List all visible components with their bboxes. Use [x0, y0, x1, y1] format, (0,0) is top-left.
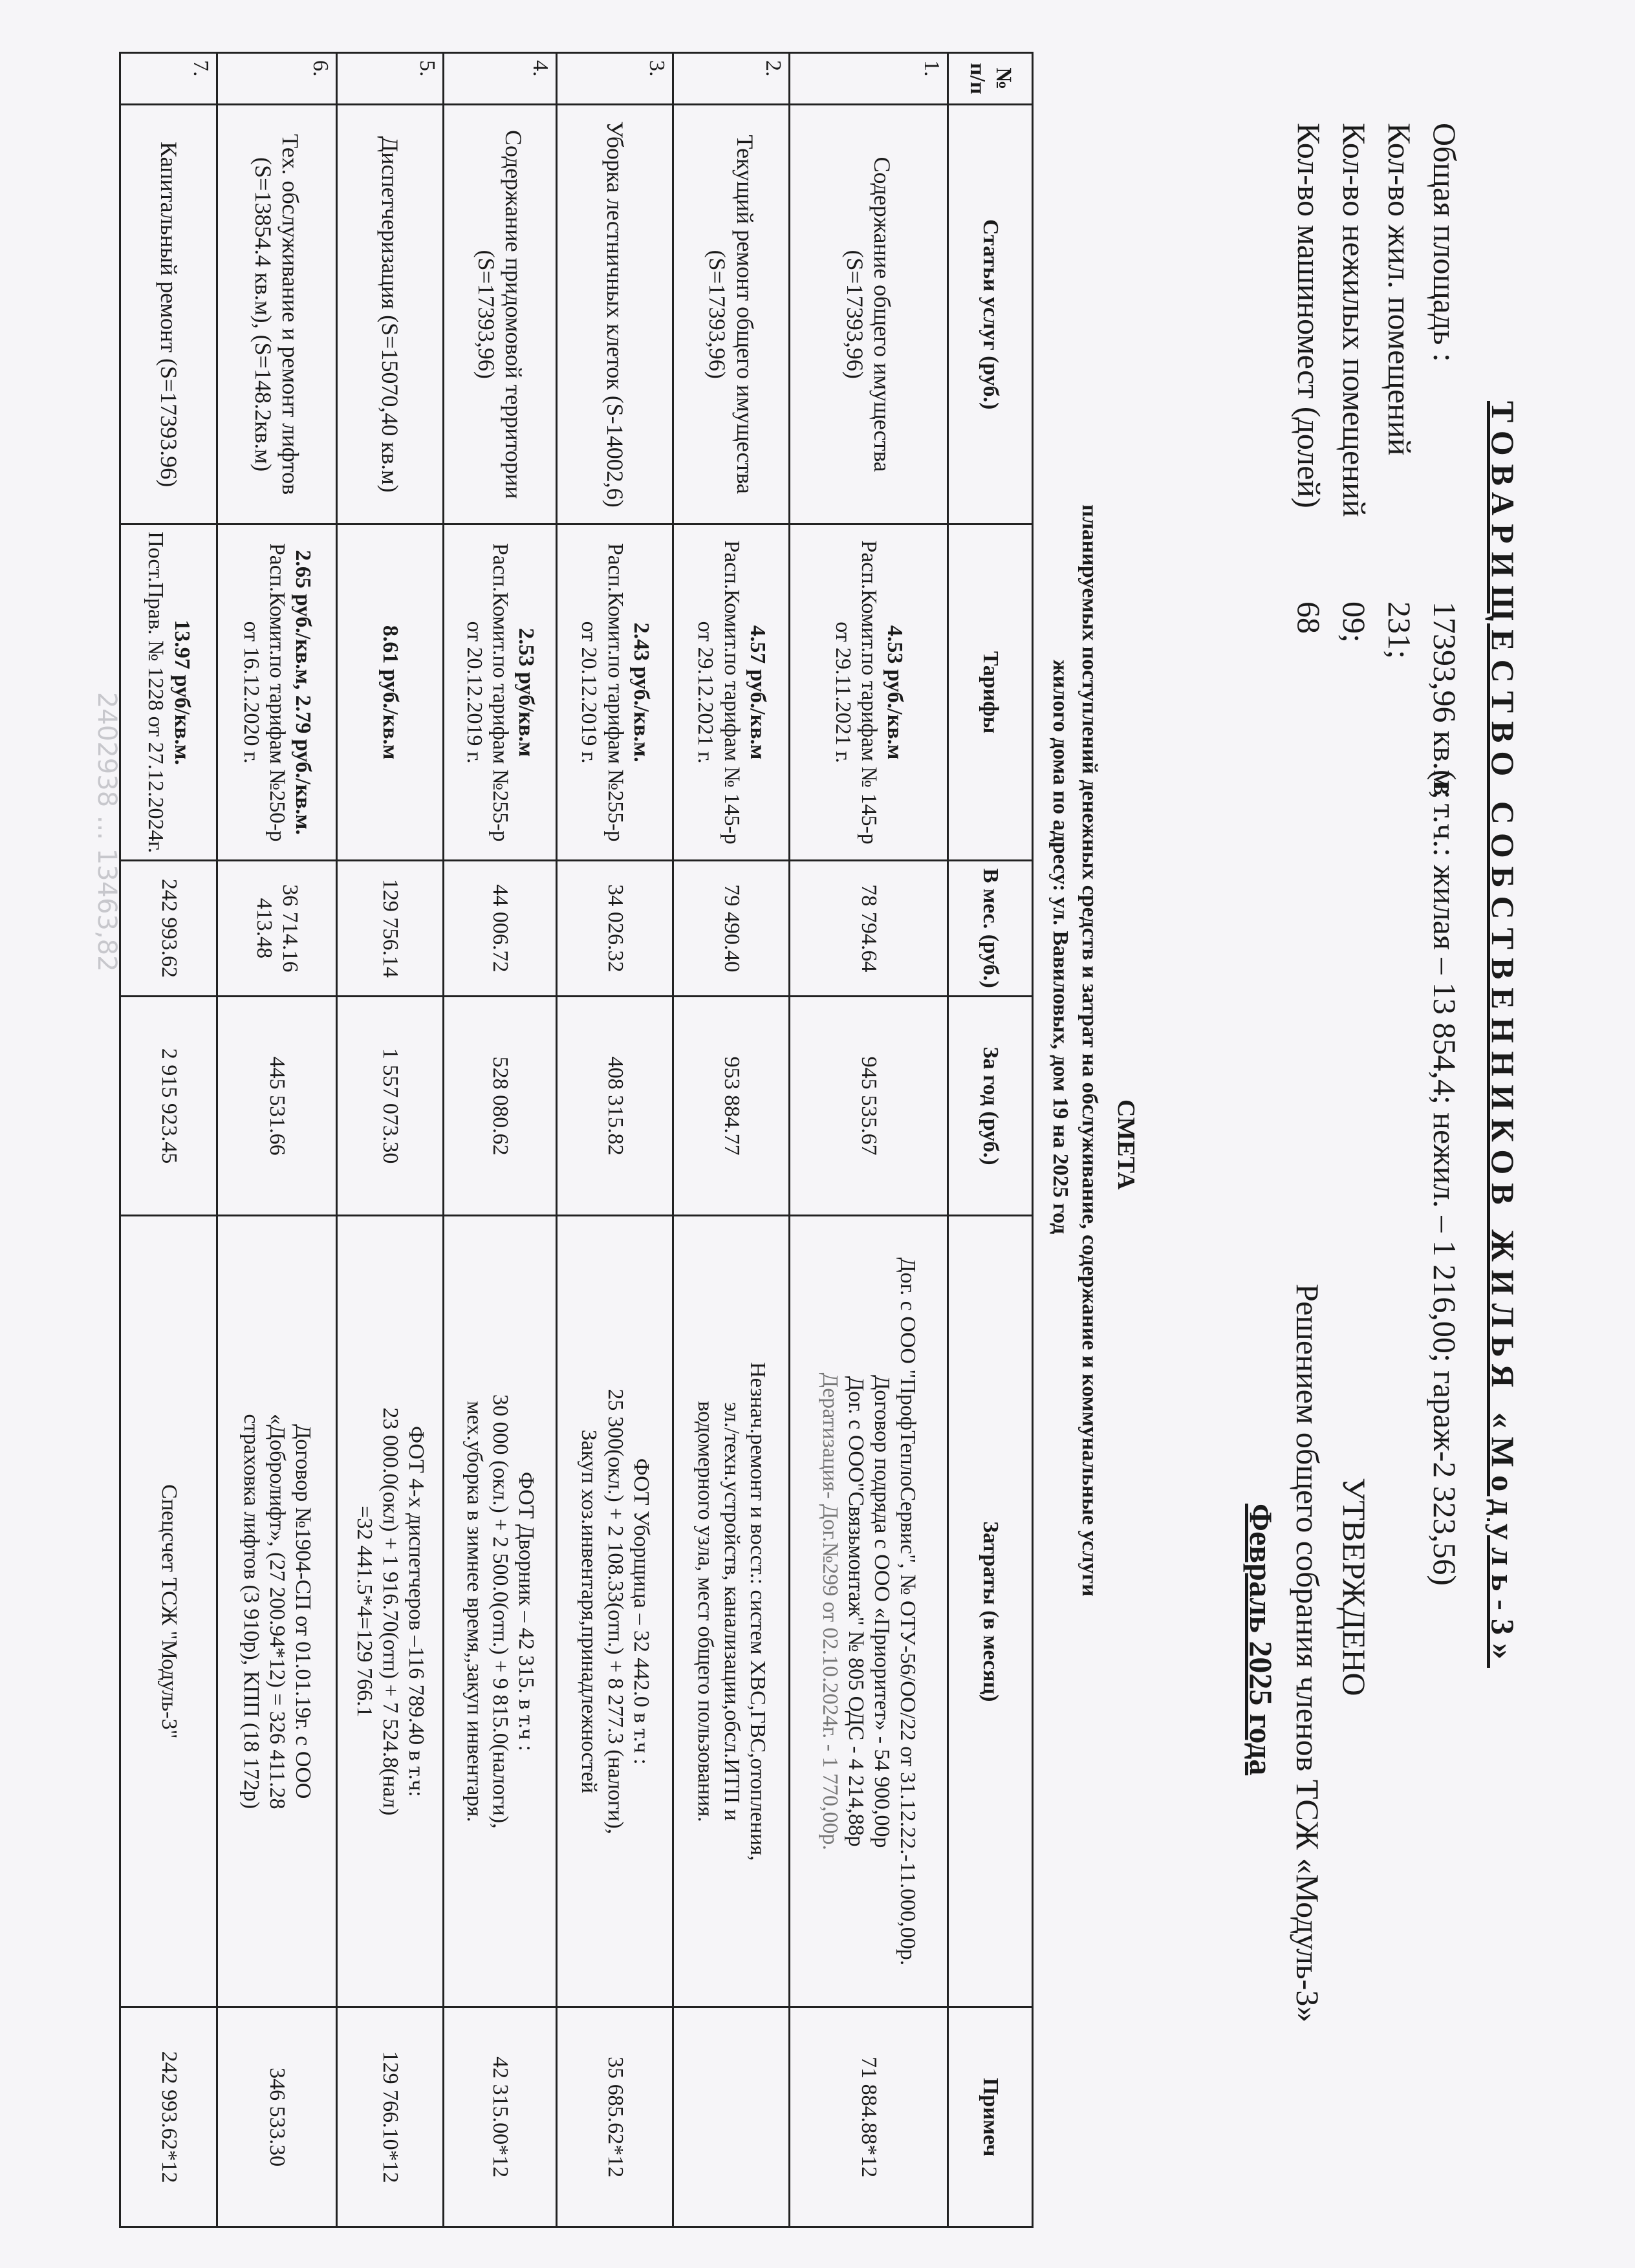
table-row	[790, 53, 948, 2227]
row-year: 953 884.77	[673, 996, 790, 1216]
cost-line: 30 000 (окл.) + 2 500.0(отп.) + 9 815.0(налоги),	[488, 1394, 513, 1829]
cost-line: эл./техн.устройств, канализации,обсл.ИТП и	[719, 1402, 744, 1821]
row-costs	[120, 1216, 217, 2007]
tariff-rate: 2.65 руб./кв.м, 2.79 руб./кв.м.	[291, 550, 316, 835]
tariff-rate: 4.53 руб./кв.м	[883, 625, 907, 760]
tariff-rate: 8.61 руб./кв.м	[378, 625, 403, 760]
row-tariff	[444, 524, 557, 861]
row-month: 79 490.40	[673, 860, 790, 996]
row-note: 129 766.10*12	[337, 2007, 444, 2227]
cost-line: «Добролифт», (27 200.94*12) = 326 411.28	[265, 1413, 290, 1809]
header-tariff: Тарифы	[948, 524, 1033, 861]
row-service: Диспетчеризация (S=15070,40 кв.м)	[337, 104, 444, 524]
faint-handwriting: 2402938 ... 13463,82	[92, 692, 122, 972]
table-row	[337, 53, 444, 2227]
tariff-doc: Расп.Комит.по тарифам № 145-р от 29.12.2021 г.	[693, 540, 744, 845]
row-num: 2.	[673, 53, 790, 105]
row-num: 1.	[790, 53, 948, 105]
tariff-rate: 13.97 руб/кв.м.	[169, 620, 194, 765]
header-num: № п/п	[948, 53, 1033, 105]
tariff-doc: Расп.Комит.по тарифам №255-р от 20.12.2019 г.	[577, 543, 627, 842]
row-num: 3.	[557, 53, 673, 105]
row-costs	[557, 1216, 673, 2007]
cost-line: ФОТ Дворник – 42 315. в т.ч :	[514, 1471, 539, 1751]
row-costs	[444, 1216, 557, 2007]
tariff-rate: 2.53 руб/кв.м	[514, 628, 539, 757]
header-note: Примеч	[948, 2007, 1033, 2227]
row-num: 5.	[337, 53, 444, 105]
tariff-rate: 4.57 руб./кв.м	[745, 625, 770, 760]
cost-line: 25 300(окл.) + 2 108.33(отп.) + 8 277.3 (налоги),	[603, 1388, 627, 1835]
row-service: Текущий ремонт общего имущества (S=17393,96)	[673, 104, 790, 524]
info-extra: (в т.ч.: жилая – 13 854,4; нежил. – 1 216,00; гараж-2 323,56)	[1427, 770, 1463, 1586]
row-service: Капитальный ремонт (S=17393.96)	[120, 104, 217, 524]
row-note: 35 685.62*12	[557, 2007, 673, 2227]
cost-line: ФОТ 4-х диспетчеров –116 789.40 в т.ч:	[404, 1426, 429, 1797]
smeta-subtitle-2: жилого дома по адресу: ул. Вавиловых, дом 19 на 2025 год	[1048, 660, 1072, 1235]
row-note: 242 993.62*12	[120, 2007, 217, 2227]
header-month: В мес. (руб.)	[948, 860, 1033, 996]
row-note: 71 884.88*12	[790, 2007, 948, 2227]
header-year: За год (руб.)	[948, 996, 1033, 1216]
cost-line: Незнач.ремонт и восст.: систем ХВС,ГВС,отопления,	[745, 1362, 770, 1861]
info-value: 17393,96 кв.м;	[1427, 601, 1463, 799]
row-note: 346 533.30	[217, 2007, 337, 2227]
header-costs: Затраты (в месяц)	[948, 1216, 1033, 2007]
row-year: 2 915 923.45	[120, 996, 217, 1216]
table-row	[557, 53, 673, 2227]
cost-line: =32 441.5*4=129 766.1	[352, 1506, 376, 1718]
table-row	[217, 53, 337, 2227]
info-value: 68	[1291, 601, 1327, 634]
row-tariff	[557, 524, 673, 861]
row-tariff	[673, 524, 790, 861]
approval-date: Февраль 2025 года	[1243, 1504, 1279, 1776]
row-month: 36 714.16 413.48	[217, 860, 337, 996]
cost-line: Дератизация- Дог.№299 от 02.10.2024г. - 1 770,00р.	[817, 1372, 842, 1851]
row-year: 445 531.66	[217, 996, 337, 1216]
row-year: 528 080.62	[444, 996, 557, 1216]
row-tariff	[217, 524, 337, 861]
table-row	[444, 53, 557, 2227]
row-service: Тех. обслуживание и ремонт лифтов (S=13854.4 кв.м), (S=148.2кв.м)	[217, 104, 337, 524]
row-year: 945 535.67	[790, 996, 948, 1216]
table-header-row	[948, 53, 1033, 2227]
table-row	[673, 53, 790, 2227]
info-label: Кол-во машиномест (долей)	[1291, 123, 1327, 508]
cost-line: Договор №1904-СП от 01.01.19г. с ООО	[291, 1424, 316, 1799]
row-month: 34 026.32	[557, 860, 673, 996]
cost-line: водомерного узла, мест общего пользования.	[693, 1401, 718, 1822]
row-tariff	[337, 524, 444, 861]
info-label: Кол-во нежилых помещений	[1336, 123, 1372, 517]
cost-line: мех.уборка в зимнее время,,закуп инвентаря.	[462, 1401, 486, 1822]
cost-line: Спецсчет ТСЖ "Модуль-3"	[157, 1484, 181, 1739]
row-tariff	[120, 524, 217, 861]
row-service: Уборка лестничных клеток (S-14002,6)	[557, 104, 673, 524]
tariff-doc: Расп.Комит.по тарифам № 145-р от 29.11.2021 г.	[830, 540, 882, 845]
row-month: 129 756.14	[337, 860, 444, 996]
cost-line: Договор подряда с ООО «Приоритет» - 54 900,00р	[870, 1375, 894, 1848]
smeta-subtitle-1: планируемых поступлений денежных средств и затрат на обслуживание, содержание и коммунальные услуги	[1077, 504, 1101, 1597]
row-year: 408 315.82	[557, 996, 673, 1216]
row-service: Содержание придомовой территории (S=17393,96)	[444, 104, 557, 524]
approval-heading: УТВЕРЖДЕНО	[1336, 1478, 1372, 1696]
row-year: 1 557 073.30	[337, 996, 444, 1216]
cost-line: Дог. с ООО"Связьмонтаж" № 805 ОДС - 4 214,88р	[844, 1376, 868, 1847]
cost-line: Закуп хоз.инвентаря,принадлежностей	[577, 1429, 601, 1793]
cost-line: Дог. с ООО "ПрофТеплоСервис", № ОТУ-56/ОО/22 от 31.12.22.-11.000,00р.	[896, 1257, 920, 1966]
cost-line: ФОТ Уборщица – 32 442.0 в т.ч :	[629, 1458, 653, 1765]
page-title: ТОВАРИЩЕСТВО СОБСТВЕННИКОВ ЖИЛЬЯ «Модуль-3»	[1485, 401, 1521, 1668]
row-note	[673, 2007, 790, 2227]
row-num: 4.	[444, 53, 557, 105]
cost-line: 23 000.0(окл) + 1 916.70(отп) + 7 524.8(нал)	[378, 1407, 403, 1816]
row-costs	[337, 1216, 444, 2007]
header-service: Статьи услуг (руб.)	[948, 104, 1033, 524]
row-month: 242 993.62	[120, 860, 217, 996]
smeta-title: СМЕТА	[1112, 1099, 1140, 1190]
row-costs	[790, 1216, 948, 2007]
row-month: 44 006.72	[444, 860, 557, 996]
tariff-rate: 2.43 руб./кв.м.	[629, 622, 653, 762]
table-row	[120, 53, 217, 2227]
approval-decision: Решением общего собрания членов ТСЖ «Модуль-3»	[1290, 1284, 1326, 2023]
info-label: Общая площадь :	[1427, 123, 1463, 362]
row-tariff	[790, 524, 948, 861]
row-note: 42 315.00*12	[444, 2007, 557, 2227]
budget-table	[119, 52, 1034, 2228]
tariff-doc: Расп.Комит.по тарифам №255-р от 20.12.2019 г.	[462, 543, 513, 842]
tariff-doc: Пост.Прав. № 1228 от 27.12.2024г.	[144, 532, 168, 854]
row-num: 7.	[120, 53, 217, 105]
info-value: 231;	[1381, 601, 1418, 659]
row-num: 6.	[217, 53, 337, 105]
info-value: 09;	[1336, 601, 1372, 643]
cost-line: страховка лифтов (3 910р), КПП (18 172р)	[239, 1414, 263, 1809]
row-costs	[673, 1216, 790, 2007]
row-month: 78 794.64	[790, 860, 948, 996]
row-costs	[217, 1216, 337, 2007]
tariff-doc: Расп.Комит.по тарифам №250-р от 16.12.2020 г.	[239, 543, 290, 842]
row-service: Содержание общего имущества (S=17393,96)	[790, 104, 948, 524]
info-label: Кол-во жил. помещений	[1381, 123, 1418, 456]
